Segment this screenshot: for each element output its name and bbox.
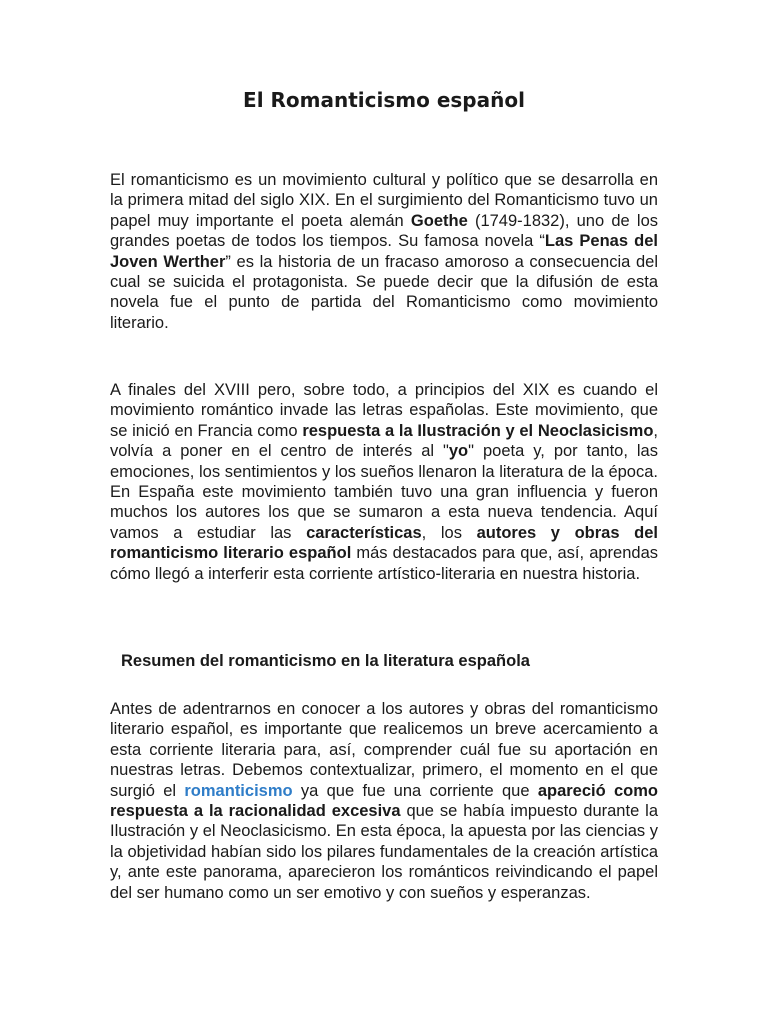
text-run: , los: [421, 523, 477, 542]
bold-respuesta: respuesta a la Ilustración y el Neoclasicismo: [302, 421, 654, 440]
paragraph-summary: [110, 699, 658, 903]
bold-yo: yo: [448, 442, 469, 461]
document-title: El Romanticismo español: [243, 88, 525, 112]
bold-autores-obras: autores y obras del romanticismo literario español: [110, 523, 658, 563]
paragraph-intro: [110, 170, 658, 333]
bold-caracteristicas: características: [306, 523, 422, 542]
text-run: " poeta y, por tanto, las emociones, los sentimientos y los sueños llenaron la literatura de la época. En España este movimiento también tuvo una gran influencia y fueron muchos los autores los que se sumaron a esta nueva tendencia. Aquí vamos a estudiar las: [110, 442, 658, 542]
section-subheading: Resumen del romanticismo en la literatura española: [121, 652, 530, 670]
text-run: ” es la historia de un fracaso amoroso a consecuencia del cual se suicida el protagonista. Se puede decir que la difusión de esta novela fue el punto de partida del Romanticismo como movimiento literario.: [110, 252, 658, 332]
text-run: El romanticismo es un movimiento cultural y político que se desarrolla en la primera mitad del siglo XIX. En el surgimiento del Romanticismo tuvo un papel muy importante el poeta alemán: [110, 171, 658, 230]
bold-racionalidad: apareció como respuesta a la racionalidad excesiva: [110, 781, 659, 821]
romanticismo-link[interactable]: romanticismo: [184, 781, 301, 800]
bold-goethe: Goethe: [410, 211, 468, 230]
text-run: A finales del XVIII pero, sobre todo, a principios del XIX es cuando el movimiento romántico invade las letras españolas. Este movimiento, que se inició en Francia como: [110, 381, 658, 440]
text-run: más destacados para que, así, aprendas cómo llegó a interferir esta corriente artístico-literaria en nuestra historia.: [110, 544, 659, 583]
bold-werther: Las Penas del Joven Werther: [110, 232, 658, 271]
text-run: Antes de adentrarnos en conocer a los autores y obras del romanticismo literario español, es importante que realicemos un breve acercamiento a esta corriente literaria para, así, comprender cuál fue su aportación en nuestras letras. Debemos contextualizar, primero, el momento en el que surgió el: [110, 700, 658, 800]
paragraph-context: [110, 380, 658, 584]
text-run: que se había impuesto durante la Ilustración y el Neoclasicismo. En esta época, la apuesta por las ciencias y la objetividad habían sido los pilares fundamentales de la creación artística y, ante este panorama, aparecieron los románticos reivindicando el papel del ser humano como un ser emotivo y con sueños y esperanzas.: [110, 802, 658, 902]
text-run: ya que fue una corriente que: [300, 781, 538, 800]
text-run: (1749-1832), uno de los grandes poetas de todos los tiempos. Su famosa novela “: [110, 211, 658, 251]
text-run: , volvía a poner en el centro de interés al ": [110, 421, 659, 461]
